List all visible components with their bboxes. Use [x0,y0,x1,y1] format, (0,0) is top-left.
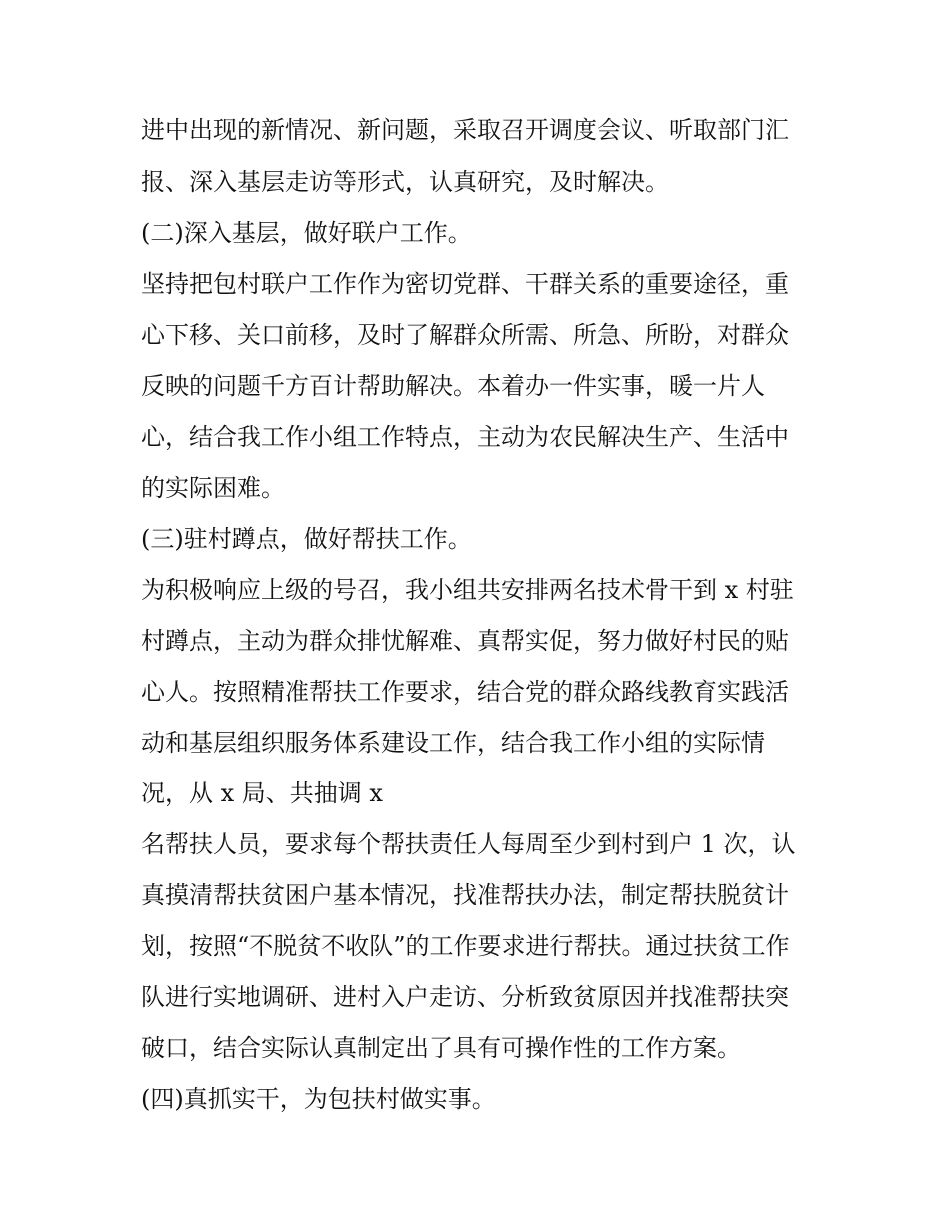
text-line: 村蹲点，主动为群众排忧解难、真帮实促，努力做好村民的贴 [141,627,789,655]
text-line: 况，从 x 局、共抽调 x [141,779,383,807]
text-line: 划，按照“不脱贫不收队”的工作要求进行帮扶。通过扶贫工作 [141,932,790,960]
text-line: 进中出现的新情况、新问题，采取召开调度会议、听取部门汇 [141,116,789,144]
text-line: 反映的问题千方百计帮助解决。本着办一件实事，暖一片人 [141,372,765,400]
subheading: (四)真抓实干，为包扶村做实事。 [141,1085,496,1113]
text-line: 报、深入基层走访等形式，认真研究，及时解决。 [141,168,669,196]
text-line: 真摸清帮扶贫困户基本情况，找准帮扶办法，制定帮扶脱贫计 [141,881,789,909]
text-line: 的实际困难。 [141,474,285,502]
text-line: 动和基层组织服务体系建设工作，结合我工作小组的实际情 [141,729,765,757]
text-line: 坚持把包村联户工作作为密切党群、干群关系的重要途径，重 [141,270,789,298]
subheading: (三)驻村蹲点，做好帮扶工作。 [141,525,472,553]
text-line: 名帮扶人员，要求每个帮扶责任人每周至少到村到户 1 次，认 [141,830,796,858]
text-line: 心人。按照精准帮扶工作要求，结合党的群众路线教育实践活 [141,678,789,706]
text-line: 心，结合我工作小组工作特点，主动为农民解决生产、生活中 [141,423,789,451]
text-line: 为积极响应上级的号召，我小组共安排两名技术骨干到 x 村驻 [141,576,794,604]
text-line: 破口，结合实际认真制定出了具有可操作性的工作方案。 [141,1034,741,1062]
text-line: 队进行实地调研、进村入户走访、分析致贫原因并找准帮扶突 [141,983,789,1011]
subheading: (二)深入基层，做好联户工作。 [141,219,472,247]
text-line: 心下移、关口前移，及时了解群众所需、所急、所盼，对群众 [141,321,789,349]
